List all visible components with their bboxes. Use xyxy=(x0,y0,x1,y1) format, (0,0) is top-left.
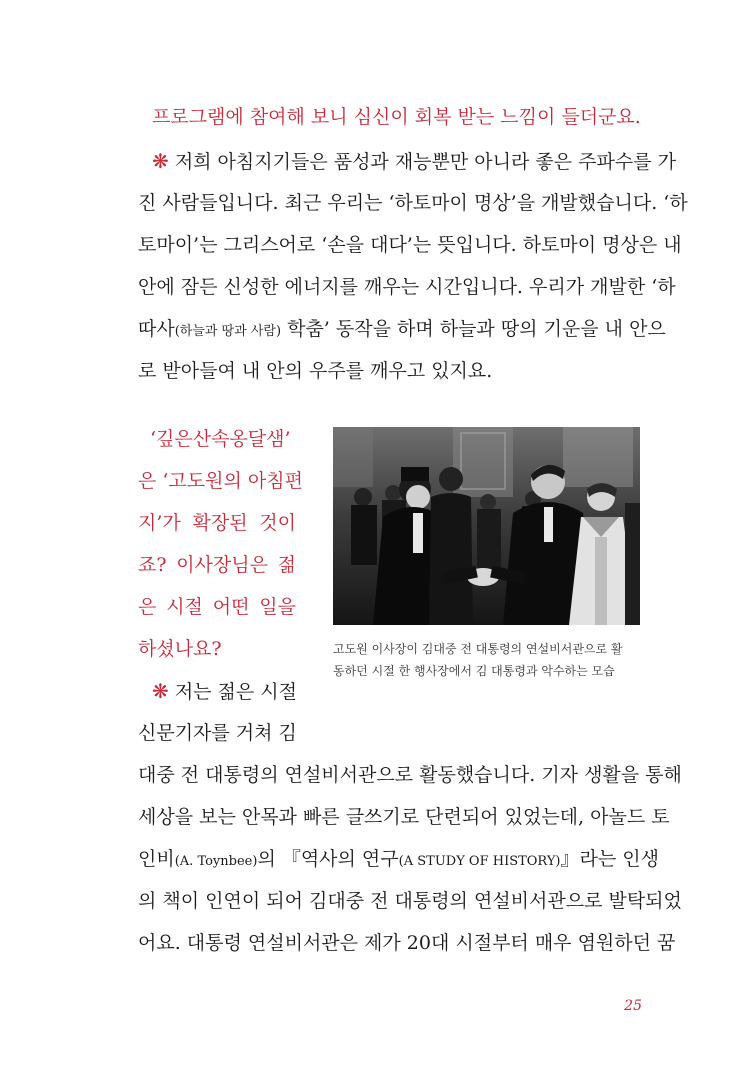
question-1: 프로그램에 참여해 보니 심신이 회복 받는 느낌이 들더군요. xyxy=(152,106,641,128)
answer-marker-icon: ❋ xyxy=(152,679,169,703)
answer-1-line-6: 로 받아들여 내 안의 우주를 깨우고 있지요. xyxy=(138,360,493,382)
answer-2-line-3: 대중 전 대통령의 연설비서관으로 활동했습니다. 기자 생활을 통해 xyxy=(138,764,682,786)
answer-2-line-6: 의 책이 인연이 되어 김대중 전 대통령의 연설비서관으로 발탁되었 xyxy=(138,890,682,912)
photo-caption xyxy=(333,638,640,682)
answer-2-line-2: 신문기자를 거쳐 김 xyxy=(138,722,297,744)
photo-caption-line-2: 동하던 시절 한 행사장에서 김 대통령과 악수하는 모습 xyxy=(333,664,615,678)
answer-1-line-3: 토마이’는 그리스어로 ‘손을 대다’는 뜻입니다. 하토마이 명상은 내 xyxy=(138,234,682,256)
photo-handshake xyxy=(333,427,640,625)
answer-2-line-4: 세상을 보는 안목과 빠른 글쓰기로 단련되어 있었는데, 아놀드 토 xyxy=(138,806,670,828)
answer-1-line-1: ❋ 저희 아침지기들은 품성과 재능뿐만 아니라 좋은 주파수를 가 xyxy=(152,149,676,173)
answer-1-line-4: 안에 잠든 신성한 에너지를 깨우는 시간입니다. 우리가 개발한 ‘하 xyxy=(138,276,676,298)
photo-image xyxy=(333,427,640,625)
question-2-line-5: 은 시절 어떤 일을 xyxy=(138,596,296,618)
question-2-line-6: 하셨나요? xyxy=(138,638,222,660)
answer-1-line-5: 따사(하늘과 땅과 사람) 학춤’ 동작을 하며 하늘과 땅의 기운을 내 안으 xyxy=(138,318,666,340)
page-number: 25 xyxy=(624,998,642,1014)
question-2-line-3: 지’가 확장된 것이 xyxy=(138,512,296,534)
answer-1-line-2: 진 사람들입니다. 최근 우리는 ‘하토마이 명상’을 개발했습니다. ‘하 xyxy=(138,192,688,214)
photo-caption-line-1: 고도원 이사장이 김대중 전 대통령의 연설비서관으로 활 xyxy=(333,642,623,656)
question-2-line-1: ‘깊은산속옹달샘’ xyxy=(150,428,291,450)
answer-2-line-1: ❋ 저는 젊은 시절 xyxy=(152,679,298,703)
question-2-line-2: 은 ‘고도원의 아침편 xyxy=(138,470,303,492)
question-2-line-4: 죠? 이사장님은 젊 xyxy=(138,554,296,576)
answer-2-line-5: 인비(A. Toynbee)의 『역사의 연구(A STUDY OF HISTORY)』라는 인생 xyxy=(138,848,659,870)
answer-2-line-7: 어요. 대통령 연설비서관은 제가 20대 시절부터 매우 염원하던 꿈 xyxy=(138,932,676,954)
answer-marker-icon: ❋ xyxy=(152,149,169,173)
